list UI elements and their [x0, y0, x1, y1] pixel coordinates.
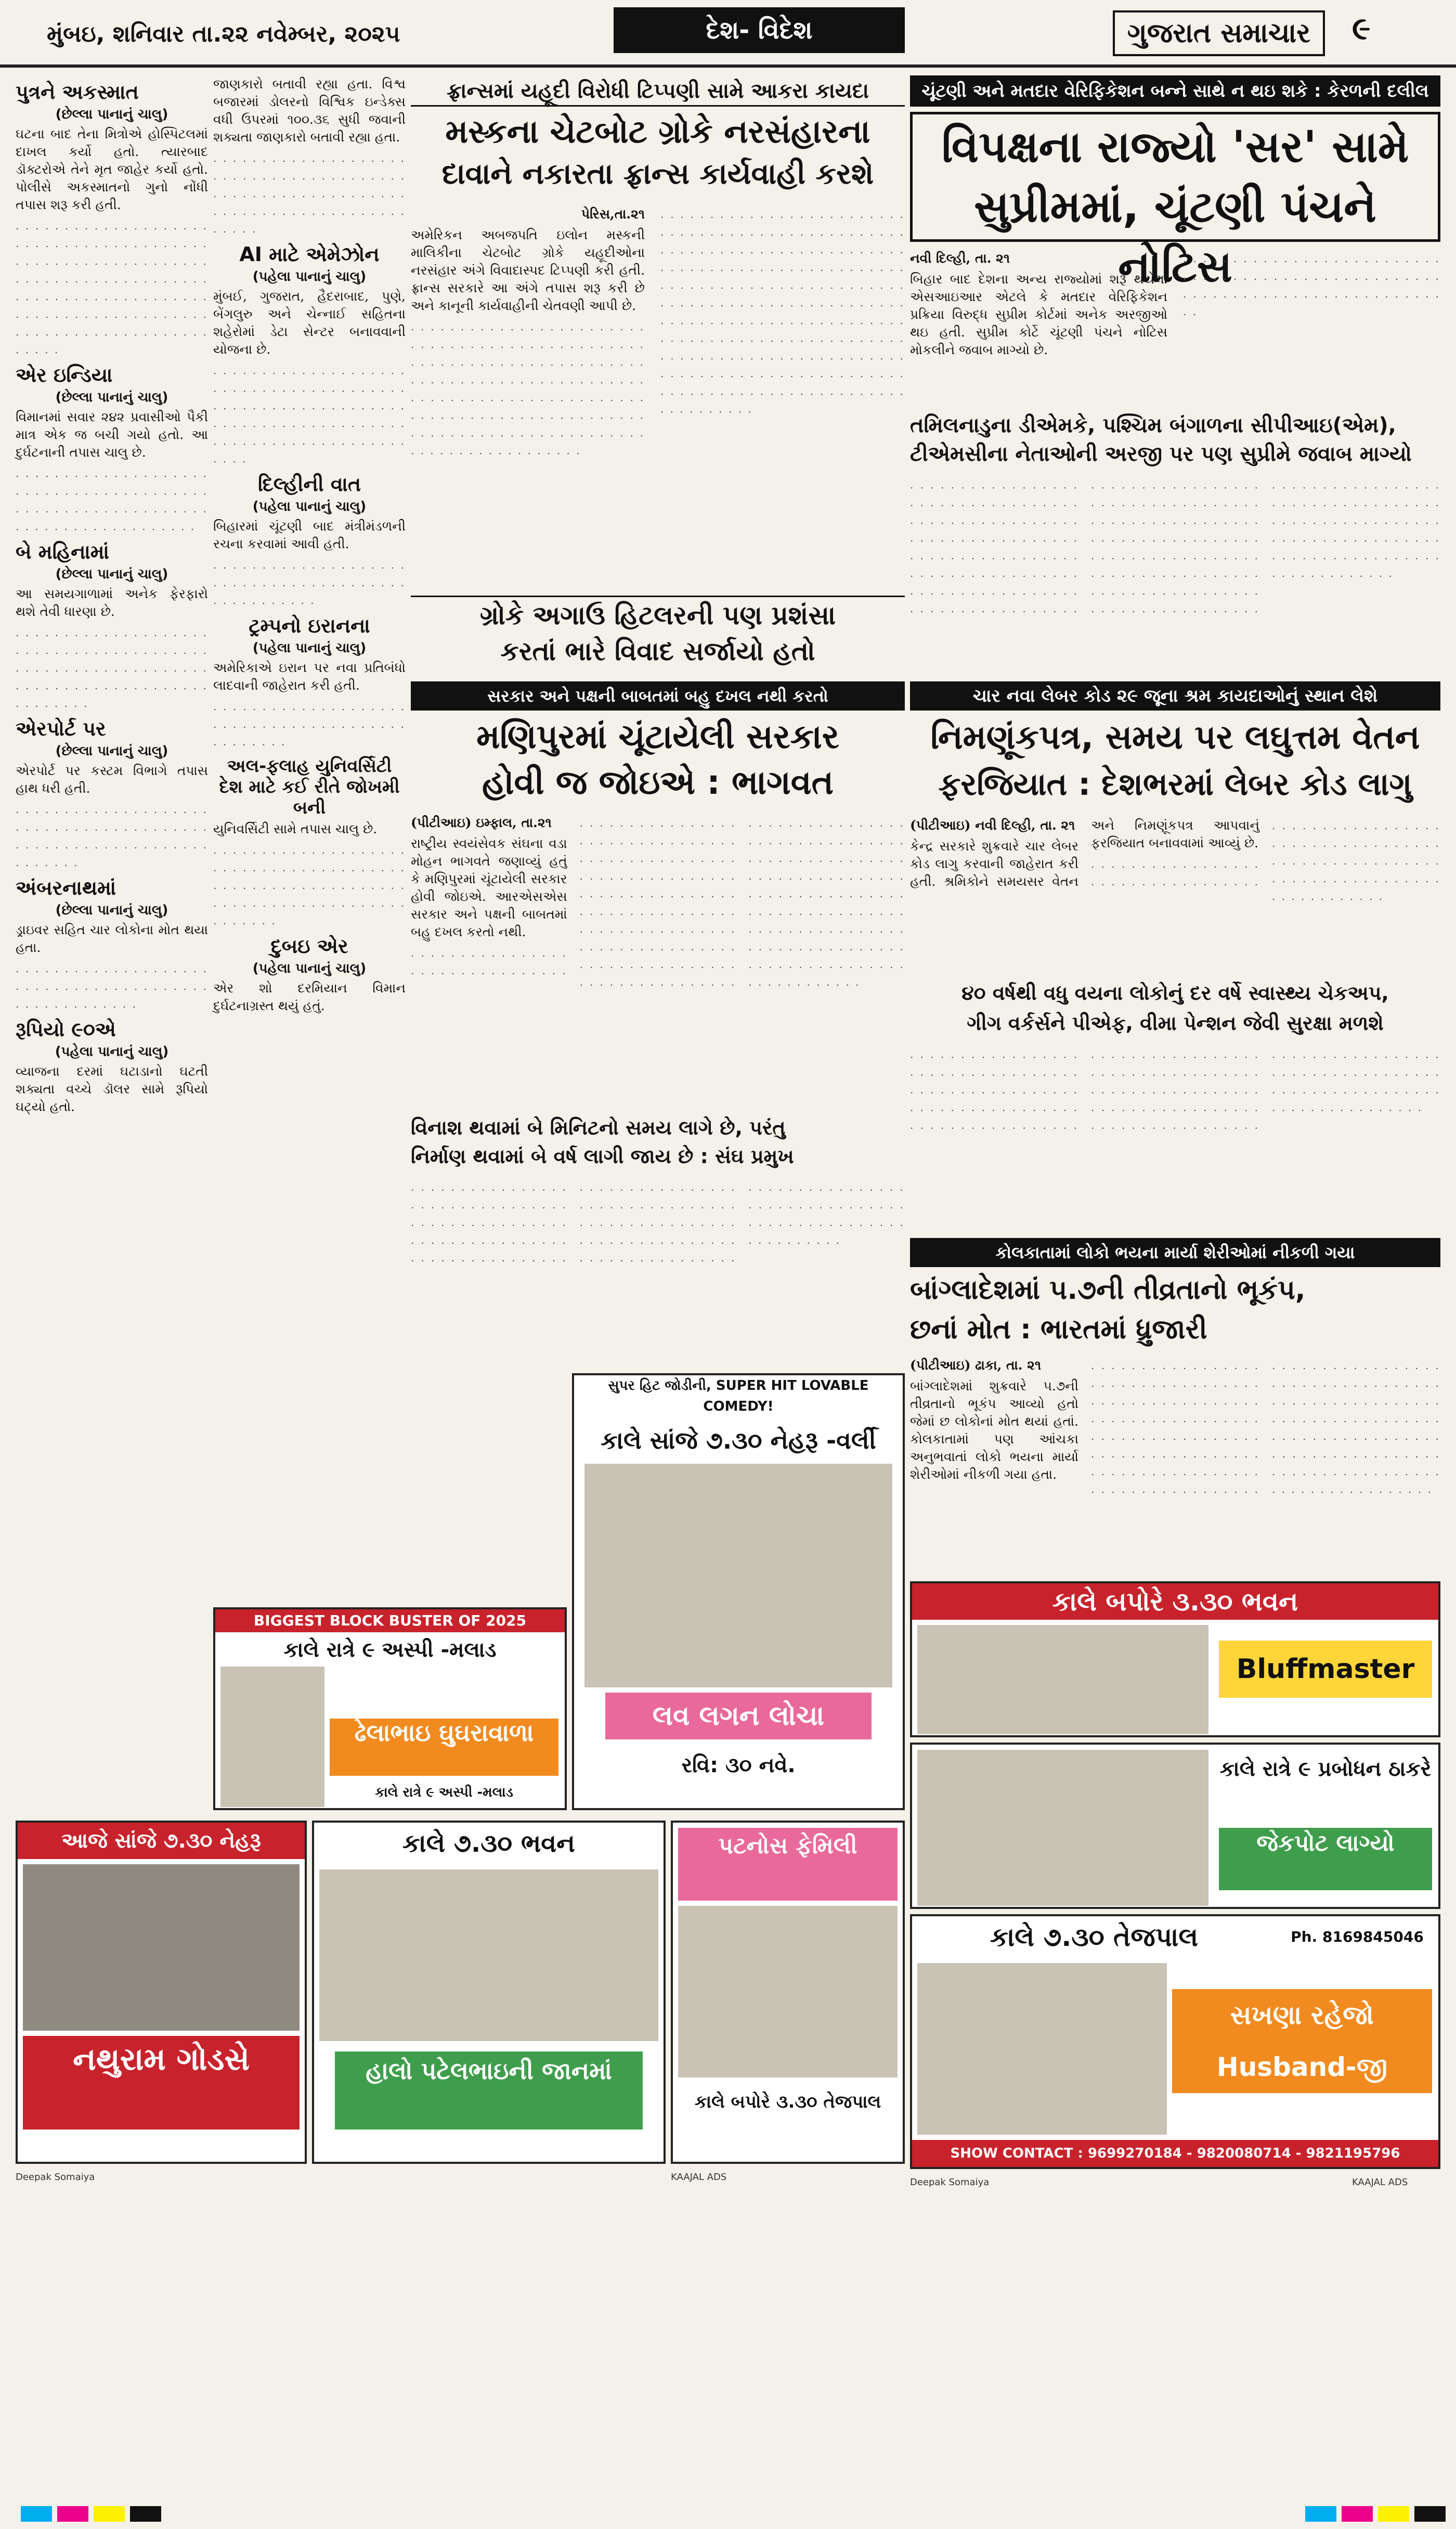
story2-kicker: ચૂંટણી અને મતદાર વેરિફિકેશન બન્ને સાથે ન થઇ શકે : કેરળની દલીલ	[910, 75, 1440, 107]
story3-headline-2: હોવી જ જોઇએ : ભાગવત	[482, 764, 834, 802]
col2-subheading: (પહેલા પાનાનું ચાલુ)	[252, 961, 367, 976]
text-filler: . . . . . . . . . . . . . . . . . . . . . . . . . . . . . . . . . . . . . . . . . . . . . . . . . . . . . . . . . . . . . . . . . . . . . . . . . . . . . . . .	[1183, 252, 1440, 318]
story3-subhead-2: નિર્માણ થવામાં બે વર્ષ લાગી જાય છે : સંઘ પ્રમુખ	[411, 1145, 794, 1168]
col2-paragraph: અમેરિકાએ ઇરાન પર નવા પ્રતિબંધો લાદવાની જાહેરાત કરી હતી.	[213, 660, 406, 693]
story1-paragraph: અમેરિકન અબજપતિ ઇલોન મસ્કની માલિકીના ચેટબોટ ગ્રોકે યહૂદીઓના નરસંહાર અંગે વિવાદાસ્પદ ટિપ્પણી કરી હતી. ફ્રાન્સ સરકારે આ અંગે તપાસ શરૂ કરી છે અને કાનૂની કાર્યવાહીની ચેતવણી આપી છે.	[411, 227, 645, 313]
ad-dhelabhai	[213, 1607, 567, 1810]
col2-paragraph: એર શો દરમિયાન વિમાન દુર્ઘટનાગ્રસ્ત થયું હતું.	[213, 980, 406, 1013]
col1-heading: અંબરનાથમાં	[16, 876, 116, 899]
story4-subhead-2: ગીગ વર્કર્સને પીએફ, વીમા પેન્શન જેવી સુરક્ષા મળશે	[967, 1012, 1384, 1035]
story5-headline-2: છનાં મોત : ભારતમાં ધ્રુજારી	[910, 1314, 1207, 1345]
text-filler: . . . . . . . . . . . . . . . . . . . . . . . . . . . . . . . . . . . . . . . . . . . . . . . .	[213, 700, 406, 748]
ad1-bottom-show: કાલે રાત્રે ૯ અસ્પી -મલાડ	[375, 1785, 513, 1800]
story1-deck-1: મસ્કના ચેટબોટ ગ્રોકે નરસંહારના	[445, 112, 870, 150]
col1-subheading: (પહેલા પાનાનું ચાલુ)	[55, 1044, 169, 1060]
story1-deck-2: દાવાને નકારતા ફ્રાન્સ કાર્યવાહી કરશે	[441, 157, 874, 191]
story2-headline-2: સુપ્રીમમાં, ચૂંટણી પંચને નોટિસ	[974, 181, 1376, 292]
ad4-showtime: કાલે રાત્રે ૯ પ્રબોધન ઠાકરે	[1219, 1757, 1432, 1781]
col1-paragraph: એરપોર્ટ પર કસ્ટમ વિભાગે તપાસ હાથ ધરી હતી.	[16, 763, 208, 796]
story1-headline: ફ્રાન્સમાં યહૂદી વિરોધી ટિપ્પણી સામે આકરા કાયદા	[411, 75, 905, 107]
story2-subhead-1: તમિલનાડુના ડીએમકે, પશ્ચિમ બંગાળના સીપીઆઇ(એમ),	[910, 414, 1396, 437]
text-filler: . . . . . . . . . . . . . . . . . . . . . . . . . . . . . . . . . . . . . . . . . . . . . . . . . . . . .	[16, 962, 208, 1010]
col1-paragraph: ડ્રાઇવર સહિત ચાર લોકોના મોત થયા હતા.	[16, 922, 208, 955]
ad7-cast-photo	[319, 1869, 658, 2041]
story5-body	[910, 1357, 1440, 1575]
ad1-cast-photo	[220, 1667, 324, 1807]
text-filler: . . . . . . . . . . . . . . . . . . . . . . . . . . . . . . . . . . . . . . . . . . . . . . . . . . . . . . . . . . . . . . . . . . . . . . . . . . . . . . . . . . . . . . . . . . . . . . . . . . . . . . . . . . . . . . . . . . . . . . . . . . . . . . . . . . . . . . . . . . . . . . . . . . . . . . . . . . . . . . . . . . . . . . . . . . . . . . . . . . . . . . . . . . . . . . . . . . . . . . . . . . . . . . . . . . . . . . . . . .	[411, 1181, 905, 1264]
ad6-showtime: આજે સાંજે ૭.૩૦ નેહરૂ	[18, 1823, 305, 1859]
col2-subheading: (પહેલા પાનાનું ચાલુ)	[252, 269, 367, 285]
story2-paragraph: બિહાર બાદ દેશના અન્ય રાજ્યોમાં શરૂ થયેલા એસઆઇઆર એટલે કે મતદાર વેરિફિકેશન પ્રક્રિયા વિરુદ્ધ સુપ્રીમ કોર્ટમાં અનેક અરજીઓ થઇ હતી. સુપ્રીમ કોર્ટે ચૂંટણી પંચને નોટિસ મોકલીને જવાબ માગ્યો છે.	[910, 272, 1167, 357]
ad2-tagline: સુપર હિટ જોડીની, SUPER HIT LOVABLE COMEDY!	[608, 1378, 869, 1414]
ad4-cast-photo	[917, 1750, 1208, 1906]
ad-family	[671, 1821, 905, 2164]
story-sir-supreme-court	[910, 75, 1440, 689]
ad5-cast-photo	[917, 1963, 1167, 2135]
text-filler: . . . . . . . . . . . . . . . . . . . . . . . . . . . . . . . . . . . . . . . . . . . . . . . . . . . . . . . . . . . . . . . . . . . . . . . . . . . . . . . . . . . . . . . .	[16, 626, 208, 709]
text-filler: . . . . . . . . . . . . . . . . . . . . . . . . . . . . . . . . . . . . . . . . . . . . . . . . . . . . . . . . . . . . . . . . . . . . . . . . . . . . . . . . . . . . . . . . . . . . . . . . . . . . . . . . . . . . . . . . . . . . . . . . . . . . . . . . . . . . . . . . . . . . . . . . . . . . . . . . . . . . . . . . . . . . . . . . . . . . . . . . . . . . . . . . . . . . . . . . . . . . . . . . . . . . . . . . . . . . . . . . . . . . . . . . . . . . . . . . . . . . .	[910, 1048, 1440, 1131]
text-filler: . . . . . . . . . . . . . . . . . . . . . . . . . . . . . . . . . . . . . . . . . . . . . . . . . . . . . . . . . . . . . . . . . . .	[16, 803, 208, 869]
story2-headline-1: વિપક્ષના રાજ્યો 'સર' સામે	[941, 121, 1409, 172]
page-number: ૯	[1352, 10, 1371, 47]
col1-heading: એરપોર્ટ પર	[16, 717, 106, 740]
story4-headline-2: ફરજિયાત : દેશભરમાં લેબર કોડ લાગુ	[938, 766, 1412, 803]
text-filler: . . . . . . . . . . . . . . . . . . . . . . . . . . . . . . . . . . . . . . . . . . . . . . . . . . . . . . . . . . . . . . . . . . . . . . . . . . . . . . . . . . . . .	[213, 152, 406, 235]
ad6-cast-photo	[23, 1864, 300, 2031]
ad-love-lagan-locha	[572, 1373, 905, 1810]
col2-heading: AI માટે એમેઝોન	[239, 243, 380, 266]
col1-paragraph: ઘટના બાદ તેના મિત્રોએ હોસ્પિટલમાં દાખલ કર્યો હતો. ત્યારબાદ ડૉક્ટરોએ તેને મૃત જાહેર કર્યો હતો. પોલીસે અકસ્માતનો ગુનો નોંધી તપાસ શરૂ કરી હતી.	[16, 126, 208, 212]
color-swatch	[130, 2506, 161, 2522]
col2-heading: દુબઇ એર	[270, 935, 348, 958]
ad-nathuram-godse	[16, 1821, 307, 2164]
col1-heading: બે મહિનામાં	[16, 540, 109, 563]
col1-heading: રૂપિયો ૯૦એ	[16, 1018, 116, 1041]
ad2-cast-photo	[584, 1464, 892, 1687]
ad-jackpot	[910, 1743, 1440, 1909]
story1-tagline-1: ગ્રોકે અગાઉ હિટલરની પણ પ્રશંસા	[411, 596, 905, 632]
story4-dateline: (પીટીઆઇ) નવી દિલ્હી, તા. ૨૧	[910, 818, 1075, 833]
color-swatch	[1378, 2506, 1409, 2522]
ad-husband-ji	[910, 1914, 1440, 2169]
col2-paragraph: મુંબઈ, ગુજરાત, હૈદરાબાદ, પુણે, બેંગલુરુ અને ચેન્નાઈ સહિતના શહેરોમાં ડેટા સેન્ટર બનાવવાની યોજના છે.	[213, 289, 406, 357]
story2-subhead-2: ટીએમસીના નેતાઓની અરજી પર પણ સુપ્રીમે જવાબ માગ્યો	[910, 442, 1412, 466]
ad7-title: હાલો પટેલભાઇની જાનમાં	[335, 2051, 643, 2130]
text-filler: . . . . . . . . . . . . . . . . . . . . . . . . . . . . . . . . . . . . . . . . . . . . . . . . . . . . . . . . . . . . . . . . . . . . . . . . . . . . . . . . . . . . . . . . . . . . . . . . . . . . . . . .	[213, 364, 406, 465]
ad1-showtime: કાલે રાત્રે ૯ અસ્પી -મલાડ	[283, 1638, 497, 1662]
text-filler: . . . . . . . . . . . . . . . . . . . . . . . . . . . . . . . . . . . . . . . . . . . . . . . . . . . . . . . . . . . . . . . . . . . . . . . . . . . . . . . . . . . . . . .	[213, 844, 406, 927]
story4-paragraph: કેન્દ્ર સરકારે શુક્રવારે ચાર લેબર કોડ લાગુ કરવાની જાહેરાત કરી હતી. શ્રમિકોને સમયસર વેતન અને નિમણૂંકપત્ર આપવાનું ફરજિયાત બનાવવામાં આવ્યું છે.	[910, 818, 1259, 889]
color-swatch	[94, 2506, 125, 2522]
col2-paragraph: બિહારમાં ચૂંટણી બાદ મંત્રીમંડળની રચના કરવામાં આવી હતી.	[213, 519, 406, 551]
story5-headline-1: બાંગ્લાદેશમાં ૫.૭ની તીવ્રતાનો ભૂકંપ,	[910, 1274, 1306, 1306]
story3-kicker: સરકાર અને પક્ષની બાબતમાં બહુ દખલ નથી કરતો	[411, 681, 905, 711]
text-filler: . . . . . . . . . . . . . . . . . . . . . . . . . . . . . . . . . . . . . . . . . . . . . . . . . . . . . . . . . . . . . . . . . . . . . . . . . . . . . . . . . . . . . . . . . . . . . . . . . . . . . . . . . . . . . . . . . . . . . . . . . . . . . . . . . . . . . . . . . . . . . . . . . . . . . . . . . . . . . . . . . . . . . . . . . . . . . . . . . . . . . . . . . . . . . . . . . . . . . . . . . . . . . . . . . . . . . . . . . . . . . . . . . . . . . . . . . . . . . . . . . . . . . . . . . . . . . . . . . . . . . . . . . . . . . . . . . . . . . . . . . . . . . . . . . . . . . . . . . . . . . . . . . . . . . . . . . . . . . . . . . . . . . . . . . . . . . . . . . . . . . . . . . . . . . . . . . . . . . . . . . . . . . . . . . .	[910, 479, 1440, 615]
ad3-cast-photo	[917, 1625, 1208, 1734]
story3-dateline: (પીટીઆઇ) ઇમ્ફાલ, તા.૨૧	[411, 815, 552, 830]
ad1-title: ઢેલાભાઇ ઘુઘરાવાળા	[330, 1719, 558, 1776]
col1-subheading: (છેલ્લા પાનાનું ચાલુ)	[55, 107, 168, 122]
ad-credit: KAAJAL ADS	[671, 2172, 727, 2183]
ad2-title: લવ લગન લોચા	[605, 1693, 872, 1739]
story1-body	[411, 205, 645, 585]
story5-dateline: (પીટીઆઇ) ઢાકા, તા. ૨૧	[910, 1358, 1042, 1373]
story-bangladesh-quake	[910, 1238, 1440, 1576]
story1-body-2	[660, 205, 905, 585]
ad3-showtime: કાલે બપોરે ૩.૩૦ ભવન	[912, 1583, 1438, 1620]
ad8-title: પટનોસ ફેમિલી	[678, 1828, 898, 1901]
newspaper-logo: ગુજરાત સમાચાર	[1113, 10, 1325, 56]
ad6-title: નથુરામ ગોડસે	[23, 2036, 300, 2130]
ad5-contact: SHOW CONTACT : 9699270184 - 9820080714 - 9821195796	[912, 2140, 1438, 2167]
print-registration-bar	[0, 2200, 1456, 2512]
page-header	[0, 0, 1456, 68]
ad5-title: સખણા રહેજો Husband-જી	[1172, 1989, 1432, 2093]
ad3-title: Bluffmaster	[1219, 1641, 1432, 1698]
col1-paragraph: વિમાનમાં સવાર ૨૪૨ પ્રવાસીઓ પૈકી માત્ર એક જ બચી ગયો હતો. આ દુર્ઘટનાની તપાસ ચાલુ છે.	[16, 409, 208, 460]
col2-subheading: (પહેલા પાનાનું ચાલુ)	[252, 640, 367, 656]
text-filler: . . . . . . . . . . . . . . . . . . . . . . . . . . . . . . . . . . . . . . . . . . . . . . . . . . . . . . . . . . . . . . . . . . . . . . . . . . . . . . . . . . . . . . . . . . . . . . . . . . . . . . . . . . . . . . . . . . . . . . . . . . . . . . . . . . . . . . . . . . . . . . . . . . . . . . . . . . . . . . . . . . . . . . . . . . . . . . . . . . . . . . . . . . . . . . . . . . . . . . . . . . . . . . . . . . . . . . . . . . . . . . . . . . . . . . . . . . . . . . . . . . . . . . . . . . . . . . . . . . . . . . . . . . . . . . . .	[1091, 1359, 1440, 1495]
story4-body	[910, 817, 1440, 973]
story-manipur-bhagwat	[411, 681, 905, 1368]
story-labour-codes	[910, 681, 1440, 1233]
story2-dateline: નવી દિલ્હી, તા. ૨૧	[910, 251, 1010, 266]
col2-heading: ટ્રમ્પનો ઇરાનના	[249, 614, 370, 637]
text-filler: . . . . . . . . . . . . . . . . . . . . . . . . . . . . . . . . . . . . . . . . . . . . . . . . . . . . . . . . . . . . . . . . . . . . . . . . . . . . . . . . . . . . . . . . . . . . . . . . . . . . . . . . . . . . . . . . . . . . . . . . . . . . . . . . . . . . . . . . . . . . . . . . .	[16, 220, 208, 356]
ad2-date: રવિ: ૩૦ નવે.	[681, 1753, 796, 1777]
ad8-cast-photo	[678, 1906, 898, 2078]
col1-heading: પુત્રને અકસ્માત	[16, 81, 139, 104]
color-swatch	[1414, 2506, 1446, 2522]
ad4-title: જેકપોટ લાગ્યો	[1219, 1828, 1432, 1890]
story5-kicker: કોલકાતામાં લોકો ભયના માર્યા શેરીઓમાં નીકળી ગયા	[910, 1238, 1440, 1267]
text-filler: . . . . . . . . . . . . . . . . . . . . . . . . . . . . . . . . . . . . . . . . . . . . . . . . . . . . . . . . . . . . . . . . . . . . . . . . . . . . . . . . . . . . . . . . . . . . . . . . . . . . . . . . . . . . . . . . . . . . . . . . . . . . . . . . . . . . . . . . . . . . . . . . . . . . . . . . . . . . . . . . . . . . . . . . . . . . . . . . . . . . . . . . . .	[411, 320, 645, 457]
col1-subheading: (છેલ્લા પાનાનું ચાલુ)	[55, 743, 168, 759]
dateline: મુંબઇ, શનિવાર તા.૨૨ નવેમ્બર, ૨૦૨૫	[47, 21, 400, 47]
color-swatch	[21, 2506, 52, 2522]
col2-heading: દિલ્હીની વાત	[257, 473, 361, 496]
text-filler: . . . . . . . . . . . . . . . . . . . . . . . . . . . . . . . . . . . . . . . . . . . . . . . . . . . . . . . . . . . . . . . . . . . . . . . . . . . . . . . . . . . . . . . . . . . . . . . . . . . . . . . . . . . . . . . . . . . . . . . . . . . . . . . . . . . . . . . . . . . . . . . . . . . . . . . . . . . . . . . . . . . . . . . . . . . . . . . . . . . . . . . . . . . . . . . . . . . . . . . . . . . . . . . . . . . . . . . . . . . . . . . . . . . . . . . . . . . . . . . . . . . . . . . . . . . . . . . . . . . . . . . . . . . . . . . . . . . . . . . . . . . . .	[660, 208, 905, 415]
ad7-showtime: કાલે ૭.૩૦ ભવન	[402, 1829, 575, 1858]
story1-tagline-2: કરતાં ભારે વિવાદ સર્જાયો હતો	[500, 636, 815, 666]
column-1	[16, 75, 208, 1802]
story-france-grok	[411, 75, 905, 674]
story3-paragraph: રાષ્ટ્રીય સ્વયંસેવક સંઘના વડા મોહન ભાગવતે જણાવ્યું હતું કે મણિપુરમાં ચૂંટાયેલી સરકાર હોવી જોઇએ. આરએસએસ સરકાર અને પક્ષની બાબતમાં બહુ દખલ કરતો નથી.	[411, 836, 567, 939]
col1-paragraph: આ સમયગાળામાં અનેક ફેરફારો થશે તેવી ધારણા છે.	[16, 586, 208, 619]
story3-headline-1: મણિપુરમાં ચૂંટાયેલી સરકાર	[476, 718, 839, 756]
ad5-showtime: કાલે ૭.૩૦ તેજપાલ	[990, 1922, 1199, 1952]
section-label: દેશ- વિદેશ	[614, 7, 905, 53]
story3-body	[411, 814, 905, 1105]
col2-subheading: (પહેલા પાનાનું ચાલુ)	[252, 499, 367, 514]
story4-kicker: ચાર નવા લેબર કોડ ૨૯ જૂના શ્રમ કાયદાઓનું સ્થાન લેશે	[910, 681, 1440, 711]
story2-body	[910, 250, 1440, 406]
text-filler: . . . . . . . . . . . . . . . . . . . . . . . . . . . . . . . . . . . . . . . . . . . . . . . . . . .	[213, 559, 406, 607]
ad5-phone: Ph. 8169845046	[1291, 1928, 1424, 1945]
column-2	[213, 75, 406, 1802]
ad2-showtime: કાલે સાંજે ૭.૩૦ નેહરૂ -વર્લી	[601, 1426, 876, 1454]
ad-patelbhai	[312, 1821, 666, 2164]
ad-bluffmaster	[910, 1581, 1440, 1737]
col2-paragraph: જાણકારો બતાવી રહ્યા હતા. વિશ્વ બજારમાં ડોલરનો વિશ્વિક ઇન્ડેક્સ વધી ઉપરમાં ૧૦૦.૩૬ સુધી જવાની શક્યતા જાણકારો બતાવી રહ્યા હતા.	[213, 76, 406, 145]
text-filler: . . . . . . . . . . . . . . . . . . . . . . . . . . . . . . . . . . . . . . . . . . . . . . . . . . . . . . . . . . . . . . . . . . . . . . . . . . . . . . . . . . . . . . . . . . . . . . . . . . . . . . . . . . . . . . . . . . . . . . . . . . . . . . . . . . . . . . . . . . . . . . . . . . . . . . . . . . . . . . . . . . . . . . . . . . . . . . . . . . . . . . . . . . . . . . . . . . . . . . . . . . . . . . . . . . . . . . . . . . . . . . . . . . . . . . . . . . . . . . . . . . . . . . . . . . . . . . . . . . . . . . . . . . . . . . . . . . . . . . . . . . . . . . . . . . . . . . . . . . . . . . . . . . . . . . . . . . . . . . . . . . . . . . . . . . . . . . . . . . . . . . . . . . . .	[411, 817, 905, 988]
story4-headline-1: નિમણૂંકપત્ર, સમય પર લઘુત્તમ વેતન	[930, 718, 1420, 757]
story3-body-2	[411, 1178, 905, 1365]
ad-credit: Deepak Somaiya	[16, 2172, 95, 2183]
col1-subheading: (છેલ્લા પાનાનું ચાલુ)	[55, 566, 168, 582]
story1-dateline: પેરિસ,તા.૨૧	[581, 207, 645, 222]
ad-credit: KAAJAL ADS	[1352, 2177, 1408, 2188]
color-swatch	[1342, 2506, 1373, 2522]
col2-heading: અલ-ફલાહ યુનિવર્સિટી દેશ માટે કઈ રીતે જોખમી બની	[219, 756, 400, 818]
story2-body-2	[910, 476, 1440, 684]
story4-subhead-1: ૪૦ વર્ષથી વધુ વયના લોકોનું દર વર્ષે સ્વાસ્થ્ય ચેકઅપ,	[961, 982, 1389, 1004]
story5-paragraph: બાંગ્લાદેશમાં શુક્રવારે ૫.૭ની તીવ્રતાનો ભૂકંપ આવ્યો હતો જેમાં છ લોકોનાં મોત થયાં હતાં. કોલકાતામાં પણ આંચકા અનુભવાતાં લોકો ભયના માર્યા શેરીઓમાં નીકળી ગયા હતા.	[910, 1378, 1078, 1482]
text-filler: . . . . . . . . . . . . . . . . . . . . . . . . . . . . . . . . . . . . . . . . . . . . . . . . . . . . . . . . . . . . . . . . . . . . . . . . . . . . . . . . . . . . . . . . . . . . . . . . . . . . . . . . . . . . . . . . . .	[1091, 819, 1440, 902]
col1-subheading: (છેલ્લા પાનાનું ચાલુ)	[55, 902, 168, 918]
col1-subheading: (છેલ્લા પાનાનું ચાલુ)	[55, 390, 168, 405]
col2-paragraph: યુનિવર્સિટી સામે તપાસ ચાલુ છે.	[213, 821, 378, 836]
ad-credit: Deepak Somaiya	[910, 2177, 990, 2188]
col1-paragraph: વ્યાજના દરમાં ઘટાડાનો ઘટતી શક્યતા વચ્ચે ડૉલર સામે રૂપિયો ઘટ્યો હતો.	[16, 1064, 208, 1114]
color-swatch	[1305, 2506, 1336, 2522]
story4-body-2	[910, 1046, 1440, 1230]
color-swatch	[57, 2506, 88, 2522]
ad8-showtime: કાલે બપોરે ૩.૩૦ તેજપાલ	[694, 2092, 881, 2112]
col1-heading: એર ઇન્ડિયા	[16, 364, 113, 386]
text-filler: . . . . . . . . . . . . . . . . . . . . . . . . . . . . . . . . . . . . . . . . . . . . . . . . . . . . . . . . . . . . . . . . . . . . . . . . . . . . . . .	[16, 467, 208, 533]
story3-subhead-1: વિનાશ થવામાં બે મિનિટનો સમય લાગે છે, પરંતુ	[411, 1116, 786, 1139]
ad1-banner: BIGGEST BLOCK BUSTER OF 2025	[215, 1609, 565, 1632]
